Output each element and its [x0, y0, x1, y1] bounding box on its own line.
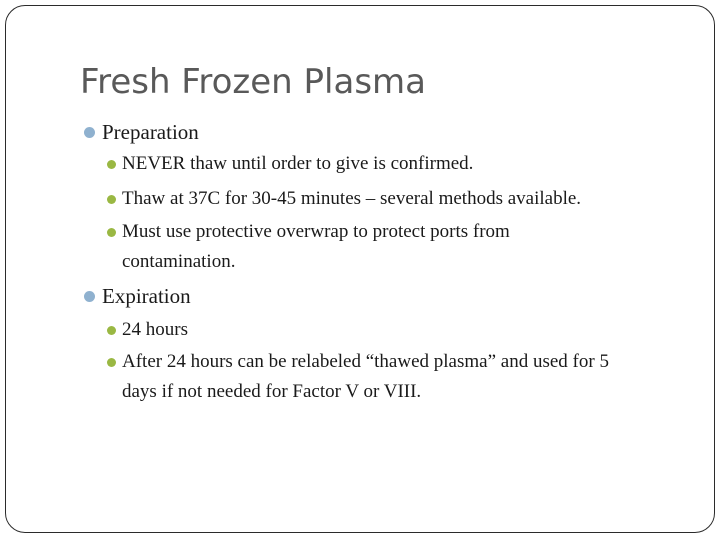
list-item — [122, 184, 581, 214]
bullet-level2-icon — [107, 195, 116, 204]
list-item-text-continuation: contamination. — [122, 251, 236, 272]
list-item-text-continuation: days if not needed for Factor V or VIII. — [122, 381, 422, 402]
slide-title: Fresh Frozen Plasma — [80, 62, 426, 102]
list-item-text: NEVER thaw until order to give is confirmed. — [122, 153, 474, 174]
list-item-text: After 24 hours can be relabeled “thawed plasma” and used for 5 — [122, 351, 609, 372]
bullet-level2-icon — [107, 228, 116, 237]
list-item-text: Thaw at 37C for 30-45 minutes – several methods available. — [122, 188, 582, 209]
bullet-level2-icon — [107, 358, 116, 367]
list-item-text: Must use protective overwrap to protect ports from — [122, 221, 510, 242]
list-item — [122, 347, 609, 407]
section-heading-expiration: Expiration — [102, 284, 191, 308]
section-heading-preparation: Preparation — [102, 120, 199, 144]
bullet-level2-icon — [107, 326, 116, 335]
list-item — [122, 315, 188, 345]
bullet-level1-icon — [84, 291, 95, 302]
bullet-level1-icon — [84, 127, 95, 138]
bullet-level2-icon — [107, 160, 116, 169]
list-item-text: 24 hours — [122, 319, 188, 340]
list-item — [122, 217, 510, 277]
list-item — [122, 149, 473, 179]
